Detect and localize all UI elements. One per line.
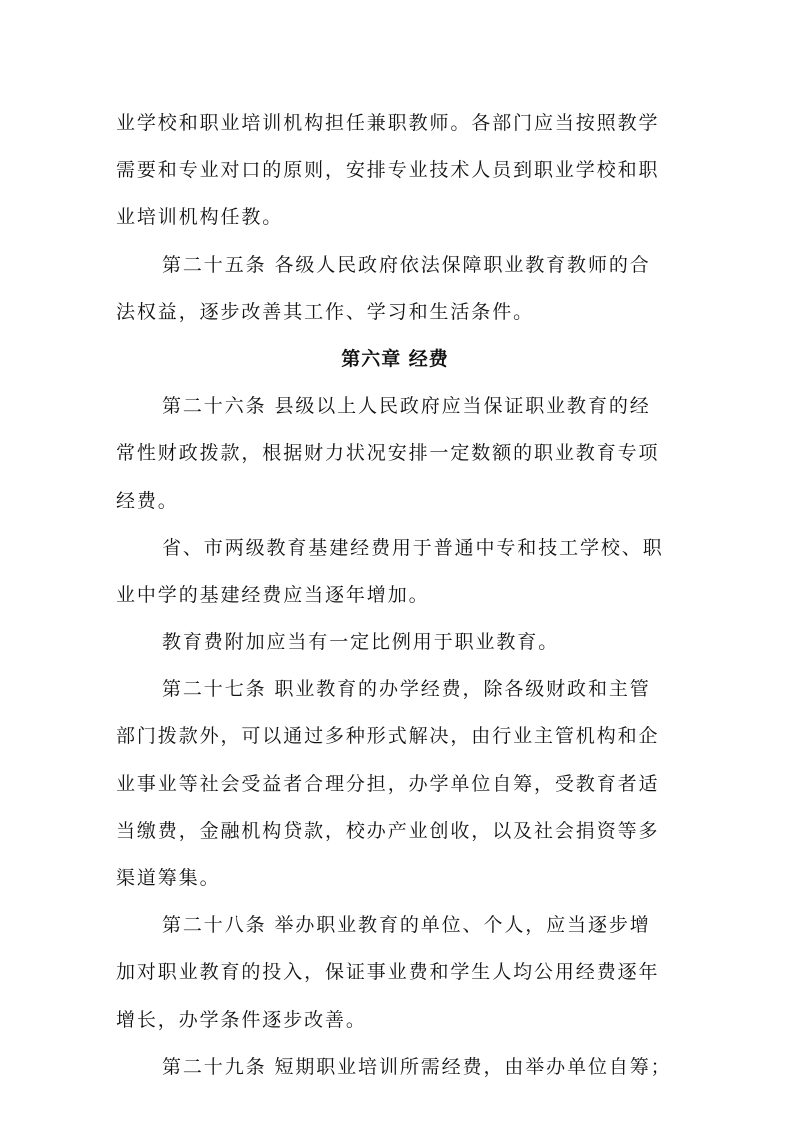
- text-line: 经费。: [116, 489, 179, 512]
- article-26-line: 第二十六条 县级以上人民政府应当保证职业教育的经: [162, 395, 651, 418]
- text-line: 法权益，逐步改善其工作、学习和生活条件。: [116, 300, 535, 323]
- text-line: 当缴费，金融机构贷款，校办产业创收，以及社会捐资等多: [116, 819, 660, 842]
- article-27-line: 第二十七条 职业教育的办学经费，除各级财政和主管: [162, 678, 651, 701]
- document-page: [116, 100, 676, 1091]
- text-line: 业事业等社会受益者合理分担，办学单位自筹，受教育者适: [116, 772, 660, 795]
- article-25-line: 第二十五条 各级人民政府依法保障职业教育教师的合: [162, 253, 651, 276]
- paragraph-line: 省、市两级教育基建经费用于普通中专和技工学校、职: [162, 536, 664, 559]
- text-line: 渠道筹集。: [116, 867, 221, 889]
- text-line: 常性财政拨款，根据财力状况安排一定数额的职业教育专项: [116, 442, 660, 465]
- text-line: 业培训机构任教。: [116, 206, 284, 229]
- text-line: 业学校和职业培训机构担任兼职教师。各部门应当按照教学: [116, 112, 660, 134]
- text-line: 加对职业教育的投入，保证事业费和学生人均公用经费逐年: [116, 961, 660, 984]
- text-line: 需要和专业对口的原则，安排专业技术人员到职业学校和职: [116, 159, 660, 182]
- article-29-line: 第二十九条 短期职业培训所需经费，由举办单位自筹；: [162, 1055, 672, 1078]
- article-28-line: 第二十八条 举办职业教育的单位、个人，应当逐步增: [162, 914, 651, 937]
- paragraph-line: 教育费附加应当有一定比例用于职业教育。: [162, 631, 560, 654]
- chapter-heading: 第六章 经费: [341, 347, 449, 370]
- text-line: 部门拨款外，可以通过多种形式解决，由行业主管机构和企: [116, 725, 660, 748]
- text-line: 业中学的基建经费应当逐年增加。: [116, 583, 430, 606]
- text-line: 增长，办学条件逐步改善。: [116, 1008, 367, 1031]
